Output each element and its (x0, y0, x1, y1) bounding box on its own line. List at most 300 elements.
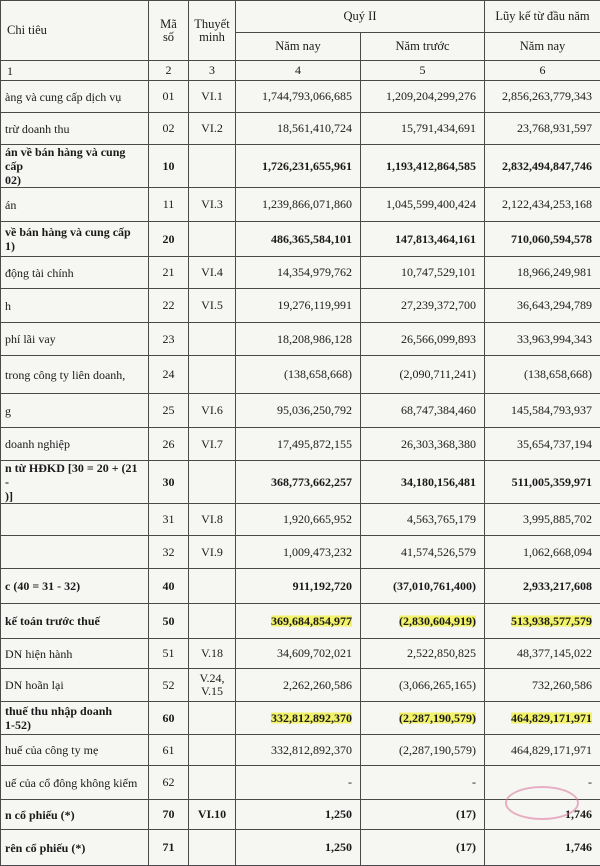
row-ytd-this-year-text: 511,005,359,971 (512, 475, 592, 489)
row-code (149, 569, 189, 604)
row-code-text: 50 (163, 614, 175, 628)
row-ytd-this-year-text: 2,122,434,253,168 (502, 197, 592, 211)
row-label-text: àng và cung cấp dịch vụ (5, 90, 121, 104)
row-quarter-this-year-text: 1,726,231,655,961 (262, 159, 352, 173)
row-label (1, 257, 149, 289)
row-label (1, 569, 149, 604)
row-label (1, 830, 149, 866)
row-note (189, 356, 236, 394)
row-quarter-this-year (236, 81, 361, 113)
row-code (149, 504, 189, 536)
row-quarter-this-year (236, 569, 361, 604)
table-row (1, 428, 600, 461)
row-quarter-last-year (361, 735, 485, 766)
row-quarter-this-year-text: 2,262,260,586 (283, 678, 352, 692)
row-quarter-last-year (361, 428, 485, 461)
row-note (189, 669, 236, 702)
row-note (189, 639, 236, 669)
row-quarter-this-year-text: 17,495,872,155 (277, 437, 352, 451)
row-quarter-last-year-text: 34,180,156,481 (401, 475, 476, 489)
row-label-text: động tài chính (5, 266, 74, 280)
row-quarter-this-year (236, 113, 361, 145)
row-ytd-this-year-text: 1,062,668,094 (523, 545, 592, 559)
row-note (189, 428, 236, 461)
row-ytd-this-year (485, 113, 600, 145)
row-quarter-this-year-text: 1,250 (325, 807, 352, 821)
index-3: 3 (189, 61, 236, 81)
header-this-year: Năm nay (236, 33, 361, 61)
row-quarter-last-year-text: 15,791,434,691 (401, 121, 476, 135)
row-label (1, 702, 149, 735)
row-code-text: 30 (163, 475, 175, 489)
row-ytd-this-year-text: 3,995,885,702 (523, 512, 592, 526)
row-quarter-last-year (361, 604, 485, 639)
row-quarter-this-year (236, 289, 361, 323)
header-ytd-this-year: Năm nay (485, 33, 600, 61)
row-quarter-last-year (361, 569, 485, 604)
row-code (149, 81, 189, 113)
row-code (149, 323, 189, 356)
row-label-text: huế của công ty mẹ (5, 743, 98, 757)
row-ytd-this-year (485, 735, 600, 766)
table-row (1, 81, 600, 113)
row-label (1, 504, 149, 536)
row-label (1, 428, 149, 461)
row-quarter-last-year-text: - (472, 775, 476, 789)
header-note: Thuyết minh (189, 1, 236, 61)
row-note (189, 569, 236, 604)
table-row (1, 356, 600, 394)
row-note (189, 394, 236, 428)
index-4: 4 (236, 61, 361, 81)
row-label-text: doanh nghiệp (5, 437, 70, 451)
row-label-text: g (5, 404, 11, 418)
row-quarter-last-year-text: (17) (456, 807, 476, 821)
row-quarter-this-year (236, 356, 361, 394)
row-quarter-this-year (236, 222, 361, 257)
row-code-text: 31 (163, 512, 175, 526)
table-row (1, 669, 600, 702)
row-quarter-last-year-text: (37,010,761,400) (393, 579, 476, 593)
row-note (189, 289, 236, 323)
row-quarter-this-year (236, 428, 361, 461)
row-quarter-last-year (361, 669, 485, 702)
row-ytd-this-year (485, 289, 600, 323)
row-quarter-this-year (236, 766, 361, 800)
row-code (149, 800, 189, 830)
row-quarter-this-year-text: 34,609,702,021 (277, 646, 352, 660)
row-note (189, 222, 236, 257)
row-note-text: VI.7 (201, 437, 223, 451)
row-code (149, 702, 189, 735)
table-row (1, 702, 600, 735)
row-label-text: h (5, 299, 11, 313)
row-label-text: trong công ty liên doanh, (5, 368, 125, 382)
row-ytd-this-year-text: 18,966,249,981 (517, 265, 592, 279)
row-ytd-this-year-text: 2,933,217,608 (523, 579, 592, 593)
row-note (189, 188, 236, 222)
row-quarter-last-year-text: 68,747,384,460 (401, 403, 476, 417)
row-code (149, 735, 189, 766)
row-quarter-this-year (236, 800, 361, 830)
row-label (1, 604, 149, 639)
row-ytd-this-year-text: 1,746 (565, 807, 592, 821)
table-row (1, 504, 600, 536)
row-code-text: 26 (163, 437, 175, 451)
header-row-1 (1, 1, 600, 33)
row-ytd-this-year (485, 356, 600, 394)
row-quarter-last-year-text: (2,830,604,919) (399, 614, 476, 628)
row-label (1, 188, 149, 222)
row-quarter-last-year (361, 289, 485, 323)
row-quarter-last-year (361, 504, 485, 536)
row-note (189, 81, 236, 113)
row-ytd-this-year-text: 464,829,171,971 (511, 743, 592, 757)
row-note-text: VI.5 (201, 298, 223, 312)
header-code: Mã số (149, 1, 189, 61)
row-label (1, 766, 149, 800)
row-label-text: rên cổ phiếu (*) (5, 841, 85, 855)
row-quarter-this-year-text: 95,036,250,792 (277, 403, 352, 417)
row-note (189, 702, 236, 735)
row-quarter-last-year (361, 145, 485, 188)
row-code (149, 639, 189, 669)
row-quarter-this-year (236, 735, 361, 766)
row-quarter-this-year-text: (138,658,668) (284, 367, 352, 381)
row-note (189, 461, 236, 504)
row-quarter-this-year-text: 18,561,410,724 (277, 121, 352, 135)
row-label (1, 145, 149, 188)
row-code-text: 02 (163, 121, 175, 135)
index-1: 1 (1, 61, 149, 81)
row-quarter-last-year-text: (2,090,711,241) (399, 367, 476, 381)
row-quarter-this-year (236, 145, 361, 188)
row-quarter-last-year (361, 257, 485, 289)
row-quarter-this-year-text: 19,276,119,991 (277, 298, 352, 312)
row-ytd-this-year-text: 33,963,994,343 (517, 332, 592, 346)
row-quarter-this-year-text: 1,250 (325, 840, 352, 854)
row-quarter-last-year (361, 323, 485, 356)
row-ytd-this-year (485, 669, 600, 702)
row-label (1, 222, 149, 257)
row-quarter-this-year-text: 369,684,854,977 (271, 614, 352, 628)
row-ytd-this-year (485, 257, 600, 289)
row-quarter-last-year (361, 356, 485, 394)
row-quarter-last-year-text: 147,813,464,161 (395, 232, 476, 246)
row-note (189, 800, 236, 830)
row-quarter-last-year-text: 41,574,526,579 (401, 545, 476, 559)
row-label-text: DN hoãn lại (5, 678, 64, 692)
row-label-text: phí lãi vay (5, 332, 56, 346)
row-code (149, 461, 189, 504)
row-quarter-this-year (236, 504, 361, 536)
header-quarter: Quý II (236, 1, 485, 33)
row-quarter-last-year (361, 639, 485, 669)
row-code (149, 289, 189, 323)
row-ytd-this-year (485, 830, 600, 866)
row-ytd-this-year (485, 702, 600, 735)
row-quarter-last-year-text: (17) (456, 840, 476, 854)
row-note (189, 145, 236, 188)
row-quarter-last-year (361, 81, 485, 113)
row-quarter-last-year-text: 4,563,765,179 (407, 512, 476, 526)
row-code-text: 62 (163, 775, 175, 789)
row-code (149, 356, 189, 394)
table-row (1, 536, 600, 569)
row-ytd-this-year (485, 188, 600, 222)
row-note (189, 604, 236, 639)
row-quarter-this-year-text: 1,009,473,232 (283, 545, 352, 559)
row-quarter-last-year-text: (3,066,265,165) (399, 678, 476, 692)
row-quarter-last-year (361, 394, 485, 428)
row-code (149, 830, 189, 866)
row-quarter-this-year-text: 14,354,979,762 (277, 265, 352, 279)
row-quarter-this-year (236, 461, 361, 504)
row-quarter-this-year (236, 639, 361, 669)
row-quarter-this-year (236, 669, 361, 702)
row-quarter-last-year (361, 536, 485, 569)
table-row (1, 257, 600, 289)
row-quarter-last-year-text: (2,287,190,579) (399, 743, 476, 757)
header-ytd: Lũy kế từ đầu năm (485, 1, 600, 33)
row-quarter-last-year-text: 27,239,372,700 (401, 298, 476, 312)
row-quarter-this-year-text: - (348, 775, 352, 789)
row-quarter-this-year (236, 394, 361, 428)
row-code (149, 669, 189, 702)
row-note (189, 323, 236, 356)
header-last-year: Năm trước (361, 33, 485, 61)
row-code (149, 766, 189, 800)
index-6: 6 (485, 61, 600, 81)
table-row (1, 394, 600, 428)
row-quarter-this-year-text: 1,239,866,071,860 (262, 197, 352, 211)
row-note-text: VI.1 (201, 89, 223, 103)
row-label-text: trừ doanh thu (5, 122, 70, 136)
row-label-text: n cổ phiếu (*) (5, 808, 75, 822)
row-quarter-last-year-text: 1,193,412,864,585 (386, 159, 476, 173)
row-code-text: 70 (163, 807, 175, 821)
row-note-text: VI.9 (201, 545, 223, 559)
row-note-text: V.24, V.15 (199, 671, 224, 698)
row-ytd-this-year-text: (138,658,668) (524, 367, 592, 381)
row-ytd-this-year-text: 48,377,145,022 (517, 646, 592, 660)
row-quarter-last-year-text: 1,045,599,400,424 (386, 197, 476, 211)
row-quarter-this-year (236, 257, 361, 289)
row-label (1, 323, 149, 356)
row-code-text: 22 (163, 298, 175, 312)
row-note (189, 536, 236, 569)
row-ytd-this-year (485, 145, 600, 188)
row-label-text: án (5, 198, 16, 212)
stamp-mark (505, 786, 579, 820)
table-row (1, 188, 600, 222)
row-label (1, 394, 149, 428)
row-ytd-this-year-text: 23,768,931,597 (517, 121, 592, 135)
row-label-text: uế của cổ đông không kiểm (5, 776, 137, 790)
index-2: 2 (149, 61, 189, 81)
row-label-text: kế toán trước thuế (5, 614, 100, 628)
row-label (1, 113, 149, 145)
table-body (1, 81, 600, 866)
row-code-text: 23 (163, 332, 175, 346)
row-ytd-this-year-text: - (588, 775, 592, 789)
row-code-text: 25 (163, 403, 175, 417)
row-quarter-last-year (361, 188, 485, 222)
row-quarter-this-year (236, 604, 361, 639)
row-label-text: về bán hàng và cung cấp 1) (5, 225, 131, 253)
table-row (1, 145, 600, 188)
row-label-text: thuế thu nhập doanh 1-52) (5, 704, 112, 732)
table-row (1, 113, 600, 145)
row-note-text: VI.3 (201, 197, 223, 211)
row-code (149, 145, 189, 188)
row-note-text: VI.4 (201, 265, 223, 279)
row-code-text: 51 (163, 646, 175, 660)
row-code (149, 113, 189, 145)
row-code-text: 61 (163, 743, 175, 757)
row-label (1, 81, 149, 113)
table-row (1, 735, 600, 766)
row-note (189, 504, 236, 536)
row-code (149, 188, 189, 222)
row-quarter-last-year (361, 766, 485, 800)
table-row (1, 569, 600, 604)
row-quarter-last-year (361, 461, 485, 504)
row-ytd-this-year (485, 504, 600, 536)
row-quarter-this-year-text: 332,812,892,370 (271, 743, 352, 757)
row-code-text: 11 (163, 197, 175, 211)
row-quarter-this-year (236, 830, 361, 866)
row-ytd-this-year-text: 36,643,294,789 (517, 298, 592, 312)
row-quarter-this-year-text: 368,773,662,257 (271, 475, 352, 489)
row-ytd-this-year-text: 464,829,171,971 (511, 711, 592, 725)
row-quarter-this-year (236, 323, 361, 356)
row-ytd-this-year (485, 81, 600, 113)
row-quarter-this-year-text: 1,920,665,952 (283, 512, 352, 526)
row-code (149, 536, 189, 569)
row-quarter-last-year-text: 26,303,368,380 (401, 437, 476, 451)
row-ytd-this-year-text: 35,654,737,194 (517, 437, 592, 451)
row-note-text: VI.6 (201, 403, 223, 417)
row-note-text: V.18 (201, 646, 223, 660)
row-ytd-this-year (485, 394, 600, 428)
row-quarter-last-year-text: 1,209,204,299,276 (386, 89, 476, 103)
row-code-text: 71 (163, 840, 175, 854)
row-quarter-this-year (236, 188, 361, 222)
row-code-text: 24 (163, 367, 175, 381)
row-code (149, 257, 189, 289)
row-note (189, 830, 236, 866)
header-label: Chi tiêu (1, 1, 149, 61)
row-note-text: VI.8 (201, 512, 223, 526)
row-label (1, 735, 149, 766)
row-quarter-this-year-text: 486,365,584,101 (271, 232, 352, 246)
table-row (1, 639, 600, 669)
row-quarter-last-year-text: 2,522,850,825 (407, 646, 476, 660)
row-quarter-this-year-text: 18,208,986,128 (277, 332, 352, 346)
row-quarter-this-year-text: 332,812,892,370 (271, 711, 352, 725)
row-ytd-this-year-text: 2,856,263,779,343 (502, 89, 592, 103)
row-ytd-this-year-text: 2,832,494,847,746 (502, 159, 592, 173)
table-row (1, 604, 600, 639)
row-note (189, 766, 236, 800)
row-code-text: 52 (163, 678, 175, 692)
header-index-row (1, 61, 600, 81)
row-code-text: 40 (163, 579, 175, 593)
row-code (149, 428, 189, 461)
row-label (1, 639, 149, 669)
row-code-text: 21 (163, 265, 175, 279)
row-note (189, 735, 236, 766)
row-quarter-this-year (236, 702, 361, 735)
row-label (1, 536, 149, 569)
row-label-text: c (40 = 31 - 32) (5, 579, 80, 593)
row-ytd-this-year-text: 145,584,793,937 (511, 403, 592, 417)
row-quarter-last-year (361, 702, 485, 735)
row-label (1, 669, 149, 702)
row-note (189, 257, 236, 289)
row-quarter-last-year (361, 830, 485, 866)
row-quarter-last-year (361, 800, 485, 830)
row-ytd-this-year-text: 513,938,577,579 (511, 614, 592, 628)
row-ytd-this-year (485, 569, 600, 604)
row-quarter-last-year-text: 10,747,529,101 (401, 265, 476, 279)
table-row (1, 323, 600, 356)
row-code-text: 32 (163, 545, 175, 559)
row-ytd-this-year (485, 639, 600, 669)
index-5: 5 (361, 61, 485, 81)
row-label (1, 289, 149, 323)
row-ytd-this-year (485, 323, 600, 356)
row-label (1, 356, 149, 394)
row-quarter-last-year-text: 26,566,099,893 (401, 332, 476, 346)
row-label-text: n từ HĐKD [30 = 20 + (21 - )] (5, 461, 138, 503)
row-code-text: 01 (163, 89, 175, 103)
row-label-text: DN hiện hành (5, 647, 72, 661)
row-code-text: 10 (163, 159, 175, 173)
row-code (149, 222, 189, 257)
row-ytd-this-year (485, 428, 600, 461)
row-note-text: VI.10 (198, 807, 226, 821)
row-quarter-last-year (361, 113, 485, 145)
row-ytd-this-year-text: 1,746 (565, 840, 592, 854)
table-row (1, 461, 600, 504)
row-quarter-last-year (361, 222, 485, 257)
table-row (1, 830, 600, 866)
table-row (1, 289, 600, 323)
row-quarter-this-year (236, 536, 361, 569)
row-note-text: VI.2 (201, 121, 223, 135)
row-ytd-this-year-text: 710,060,594,578 (511, 232, 592, 246)
row-ytd-this-year (485, 222, 600, 257)
row-ytd-this-year (485, 604, 600, 639)
row-label-text: án về bán hàng và cung cấp 02) (5, 145, 125, 187)
row-label (1, 461, 149, 504)
row-code-text: 60 (163, 711, 175, 725)
row-ytd-this-year (485, 461, 600, 504)
row-ytd-this-year-text: 732,260,586 (532, 678, 592, 692)
row-code-text: 20 (163, 232, 175, 246)
row-quarter-this-year-text: 1,744,793,066,685 (262, 89, 352, 103)
row-note (189, 113, 236, 145)
row-label (1, 800, 149, 830)
row-quarter-this-year-text: 911,192,720 (293, 579, 352, 593)
row-code (149, 604, 189, 639)
table-row (1, 222, 600, 257)
row-quarter-last-year-text: (2,287,190,579) (399, 711, 476, 725)
row-code (149, 394, 189, 428)
row-ytd-this-year (485, 536, 600, 569)
